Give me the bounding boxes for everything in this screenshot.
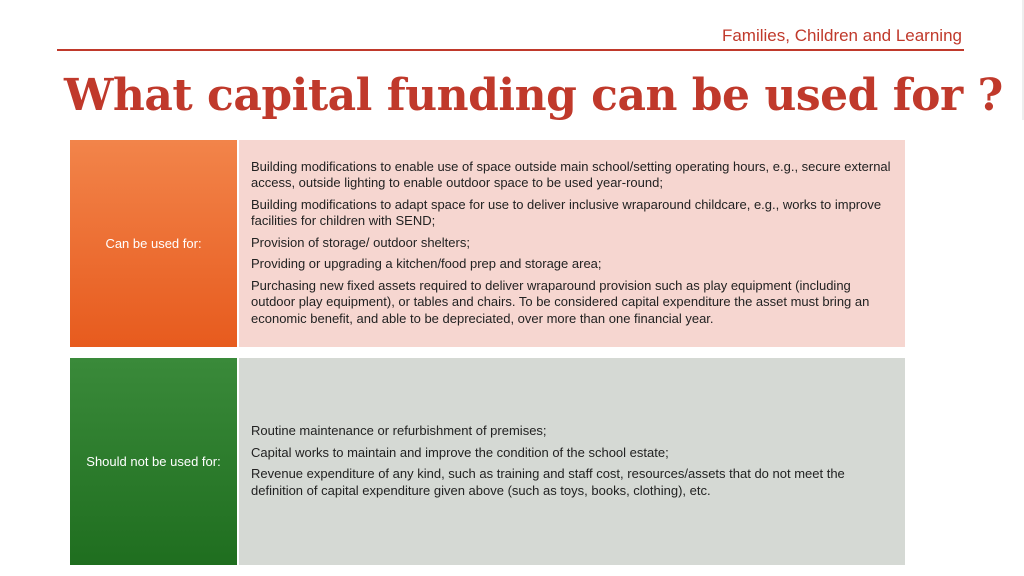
should-not-be-used-list: [237, 358, 905, 565]
can-be-used-list: [237, 140, 905, 347]
can-be-used-label: Can be used for:: [70, 140, 237, 347]
list-item: Building modifications to adapt space for use to deliver inclusive wraparound childcare, e.g., works to improve facilities for children with SEND;: [251, 196, 882, 229]
page-title: What capital funding can be used for ?: [64, 70, 1003, 121]
list-item: Routine maintenance or refurbishment of premises;: [251, 423, 547, 438]
list-item: Revenue expenditure of any kind, such as training and staff cost, resources/assets that do not meet the definition of capital expenditure given above (such as toys, books, clothing), etc.: [251, 466, 845, 498]
list-item: Provision of storage/ outdoor shelters;: [251, 234, 470, 250]
list-item: Capital works to maintain and improve the condition of the school estate;: [251, 444, 669, 460]
should-not-be-used-label: Should not be used for:: [70, 358, 237, 565]
list-item: Building modifications to enable use of space outside main school/setting operating hours, e.g., secure external access, outside lighting to enable outdoor space to be used year-round;: [251, 158, 891, 191]
section-header: Families, Children and Learning: [721, 26, 962, 45]
can-be-used-row: [70, 140, 905, 347]
header-divider: [57, 49, 964, 51]
list-item: Purchasing new fixed assets required to deliver wraparound provision such as play equipment (including outdoor play equipment), or tables and chairs. To be considered capital expenditure the asset must bring an economic benefit, and able to be depreciated, over more than one financial year.: [251, 277, 870, 326]
list-item: Providing or upgrading a kitchen/food prep and storage area;: [251, 256, 602, 272]
should-not-be-used-row: [70, 358, 905, 565]
